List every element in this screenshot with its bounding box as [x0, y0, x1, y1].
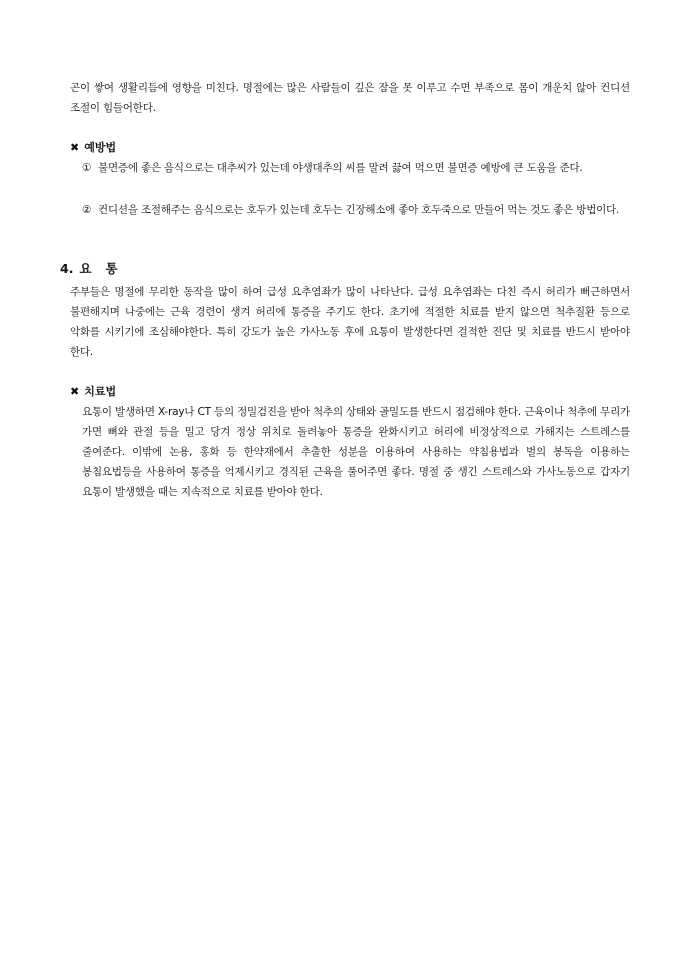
treatment-heading — [70, 384, 116, 400]
prevention-heading-text: 예방법 — [84, 141, 117, 154]
prevention-heading — [70, 140, 116, 156]
treatment-heading-text: 치료법 — [84, 385, 117, 398]
prevention-item-2-text: 컨디션을 조절해주는 음식으로는 호두가 있는데 호두는 긴장해소에 좋아 호두죽으로 만들어 먹는 것도 좋은 방법이다. — [98, 204, 620, 216]
prevention-item-1 — [82, 158, 630, 178]
prevention-item-1-number: ① — [82, 162, 92, 174]
treatment-body: 요통이 발생하면 X-ray나 CT 등의 정밀검진을 받아 척추의 상태와 골밀도를 반드시 점검해야 한다. 근육이나 척추에 무리가 가면 뼈와 관절 등을 밀고 당겨 정상 위치로 돌려놓아 통증을 완화시키고 허리에 비정상적으로 가해지는 스트레스를 줄여준다. 이밖에 논용, 홍화 등 한약재에서 추출한 성분을 이용하여 사용하는 약침용법과 벌의 봉독을 이용하는 봉침요법등을 사용하여 통증을 억제시키고 경직된 근육을 풀어주면 좋다. 명절 중 생긴 스트레스와 가사노동으로 갑자기 요통이 발생했을 때는 지속적으로 치료를 받아야 한다. — [82, 406, 630, 498]
section-4-number: 4. — [60, 261, 74, 276]
intro-paragraph: 곤이 쌓여 생활리듬에 영향을 미친다. 명절에는 많은 사람들이 깊은 잠을 못 이루고 수면 부족으로 몸이 개운치 않아 컨디션 조절이 힘들어한다. — [70, 82, 630, 114]
prevention-item-2-number: ② — [82, 204, 92, 216]
cross-mark-icon: ✖ — [70, 141, 80, 154]
cross-mark-icon: ✖ — [70, 385, 80, 398]
prevention-item-1-text: 불면증에 좋은 음식으로는 대추씨가 있는데 야생대추의 씨를 말려 끓여 먹으면 불면증 예방에 큰 도움을 준다. — [98, 162, 583, 174]
section-4-title — [60, 260, 132, 278]
prevention-item-2 — [82, 200, 630, 220]
section-4-body: 주부들은 명절에 무리한 동작을 많이 하여 급성 요추염좌가 많이 나타난다. 급성 요추염좌는 다친 즉시 허리가 뻐근하면서 불편해지며 나중에는 근육 경련이 생겨 허리에 통증을 주기도 한다. 초기에 적절한 치료를 받지 않으면 척추질환 등으로 악화를 시키기에 조심해야한다. 특히 강도가 높은 가사노동 후에 요통이 발생한다면 걸적한 진단 및 치료를 반드시 받아야 한다. — [70, 286, 630, 358]
section-4-title-text: 요통 — [79, 261, 132, 276]
